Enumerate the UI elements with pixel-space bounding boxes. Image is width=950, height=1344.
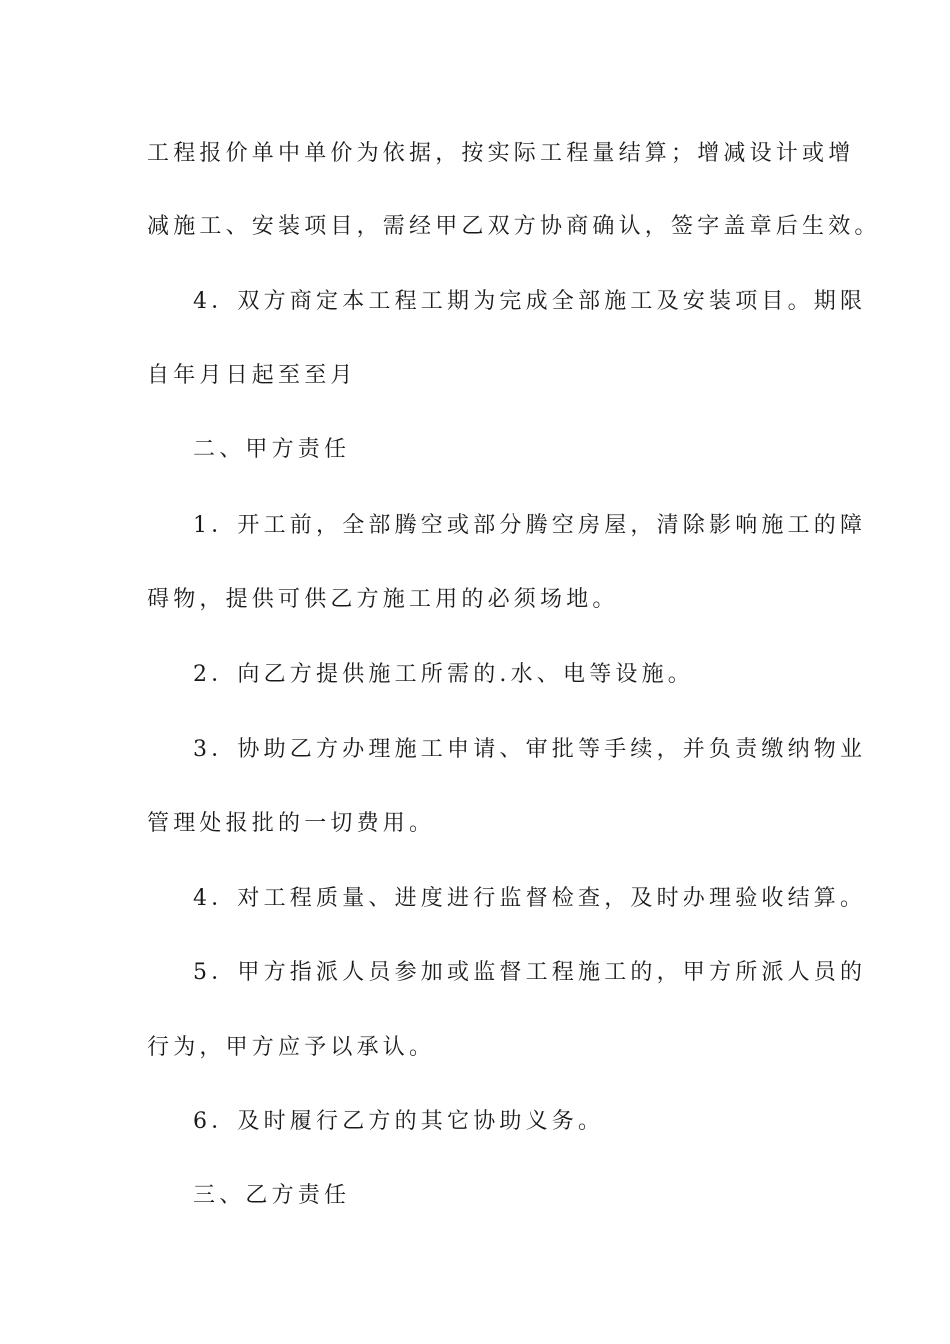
text-line: 6．及时履行乙方的其它协助义务。	[193, 1109, 605, 1134]
text-line: 4．双方商定本工程工期为完成全部施工及安装项目。期限	[193, 289, 867, 314]
text-line: 行为，甲方应予以承认。	[147, 1035, 436, 1060]
text-line: 管理处报批的一切费用。	[147, 811, 436, 836]
text-line: 工程报价单中单价为依据，按实际工程量结算；增减设计或增	[147, 141, 855, 166]
text-line: 碍物，提供可供乙方施工用的必须场地。	[147, 587, 619, 612]
section-heading: 三、乙方责任	[193, 1183, 351, 1208]
section-heading: 二、甲方责任	[193, 437, 351, 462]
text-line: 1．开工前，全部腾空或部分腾空房屋，清除影响施工的障	[193, 513, 867, 538]
text-line: 自年月日起至至月	[147, 363, 357, 388]
text-line: 3．协助乙方办理施工申请、审批等手续，并负责缴纳物业	[193, 737, 867, 762]
text-line: 5．甲方指派人员参加或监督工程施工的，甲方所派人员的	[193, 960, 867, 985]
text-line: 4．对工程质量、进度进行监督检查，及时办理验收结算。	[193, 886, 867, 911]
text-line: 减施工、安装项目，需经甲乙双方协商确认，签字盖章后生效。	[147, 214, 881, 239]
text-line: 2．向乙方提供施工所需的.水、电等设施。	[193, 662, 694, 687]
